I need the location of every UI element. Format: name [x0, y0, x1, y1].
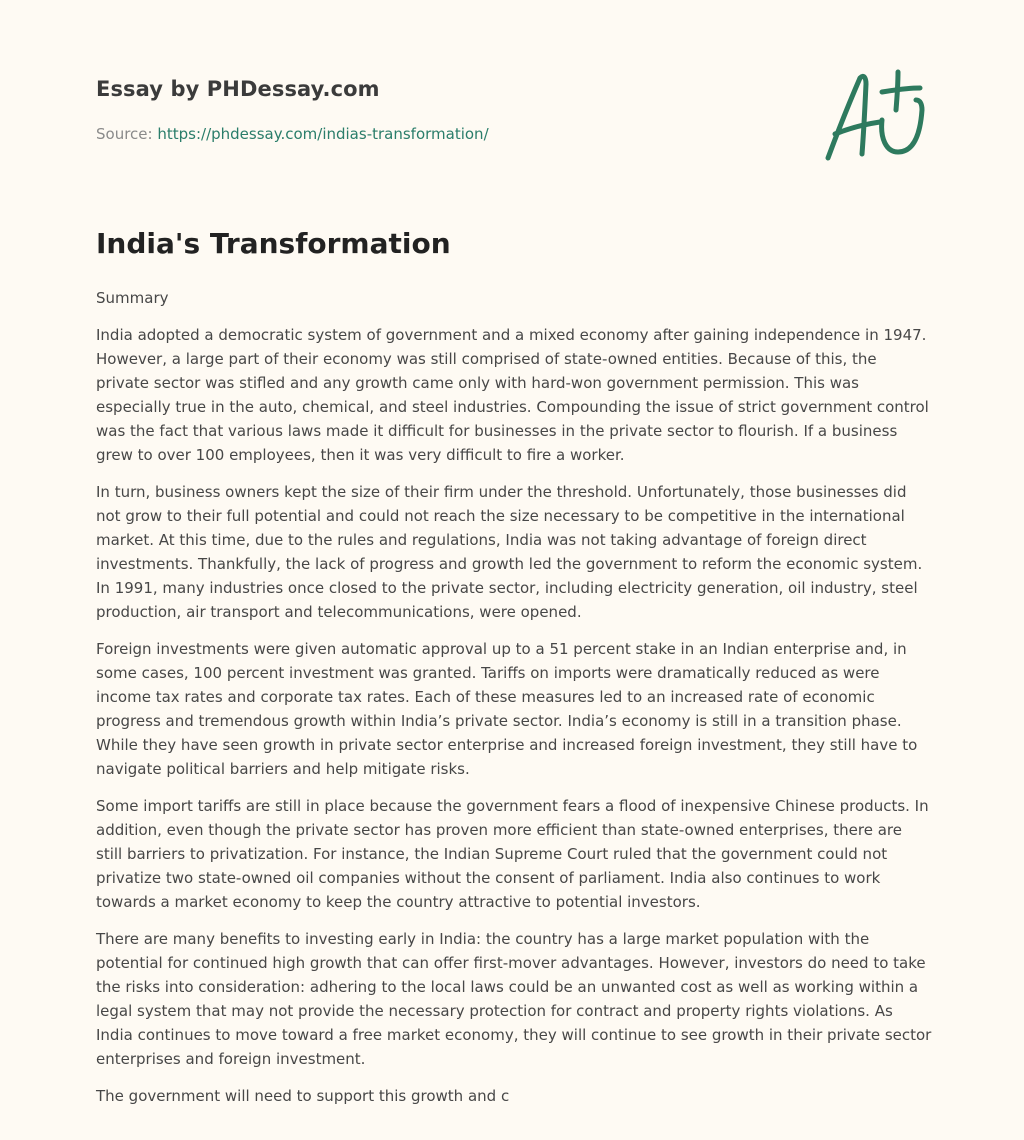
- source-label: Source:: [96, 125, 153, 143]
- a-plus-logo-icon: [818, 66, 930, 166]
- essay-paragraph: Foreign investments were given automatic approval up to a 51 percent stake in an Indian enterprise and, in some cases, 100 percent investment was granted. Tariffs on imports were dramatically reduced as were income tax rates and corporate tax rates. Each of these measures led to an increased rate of economic progress and tremendous growth within India’s private sector. India’s economy is still in a transition phase. While they have seen growth in private sector enterprise and increased foreign investment, they still have to navigate political barriers and help mitigate risks.: [96, 640, 918, 778]
- source-link[interactable]: https://phdessay.com/indias-transformation/: [157, 125, 489, 143]
- essay-paragraph: Some import tariffs are still in place because the government fears a flood of inexpensive Chinese products. In addition, even though the private sector has proven more efficient than state-owned enterprises, there are still barriers to privatization. For instance, the Indian Supreme Court ruled that the government could not privatize two state-owned oil companies without the consent of parliament. India also continues to work towards a market economy to keep the country attractive to potential investors.: [96, 797, 929, 911]
- source-line: [96, 125, 489, 143]
- summary-label: Summary: [96, 289, 169, 307]
- essay-title: India's Transformation: [96, 227, 451, 260]
- essay-paragraph-truncated: The government will need to support this growth and c: [96, 1087, 510, 1105]
- essay-paragraph: India adopted a democratic system of government and a mixed economy after gaining independence in 1947. However, a large part of their economy was still comprised of state-owned entities. Because of this, the private sector was stifled and any growth came only with hard-won government permission. This was especially true in the auto, chemical, and steel industries. Compounding the issue of strict government control was the fact that various laws made it difficult for businesses in the private sector to flourish. If a business grew to over 100 employees, then it was very difficult to fire a worker.: [96, 326, 929, 464]
- essay-paragraph: In turn, business owners kept the size of their firm under the threshold. Unfortunately, those businesses did not grow to their full potential and could not reach the size necessary to be competitive in the international market. At this time, due to the rules and regulations, India was not taking advantage of foreign direct investments. Thankfully, the lack of progress and growth led the government to reform the economic system. In 1991, many industries once closed to the private sector, including electricity generation, oil industry, steel production, air transport and telecommunications, were opened.: [96, 483, 923, 621]
- site-title: Essay by PHDessay.com: [96, 77, 380, 101]
- essay-content: [96, 286, 932, 1121]
- essay-paragraph: There are many benefits to investing early in India: the country has a large market population with the potential for continued high growth that can offer first-mover advantages. However, investors do need to take the risks into consideration: adhering to the local laws could be an unwanted cost as well as working within a legal system that may not provide the necessary protection for contract and property rights violations. As India continues to move toward a free market economy, they will continue to see growth in their private sector enterprises and foreign investment.: [96, 930, 932, 1068]
